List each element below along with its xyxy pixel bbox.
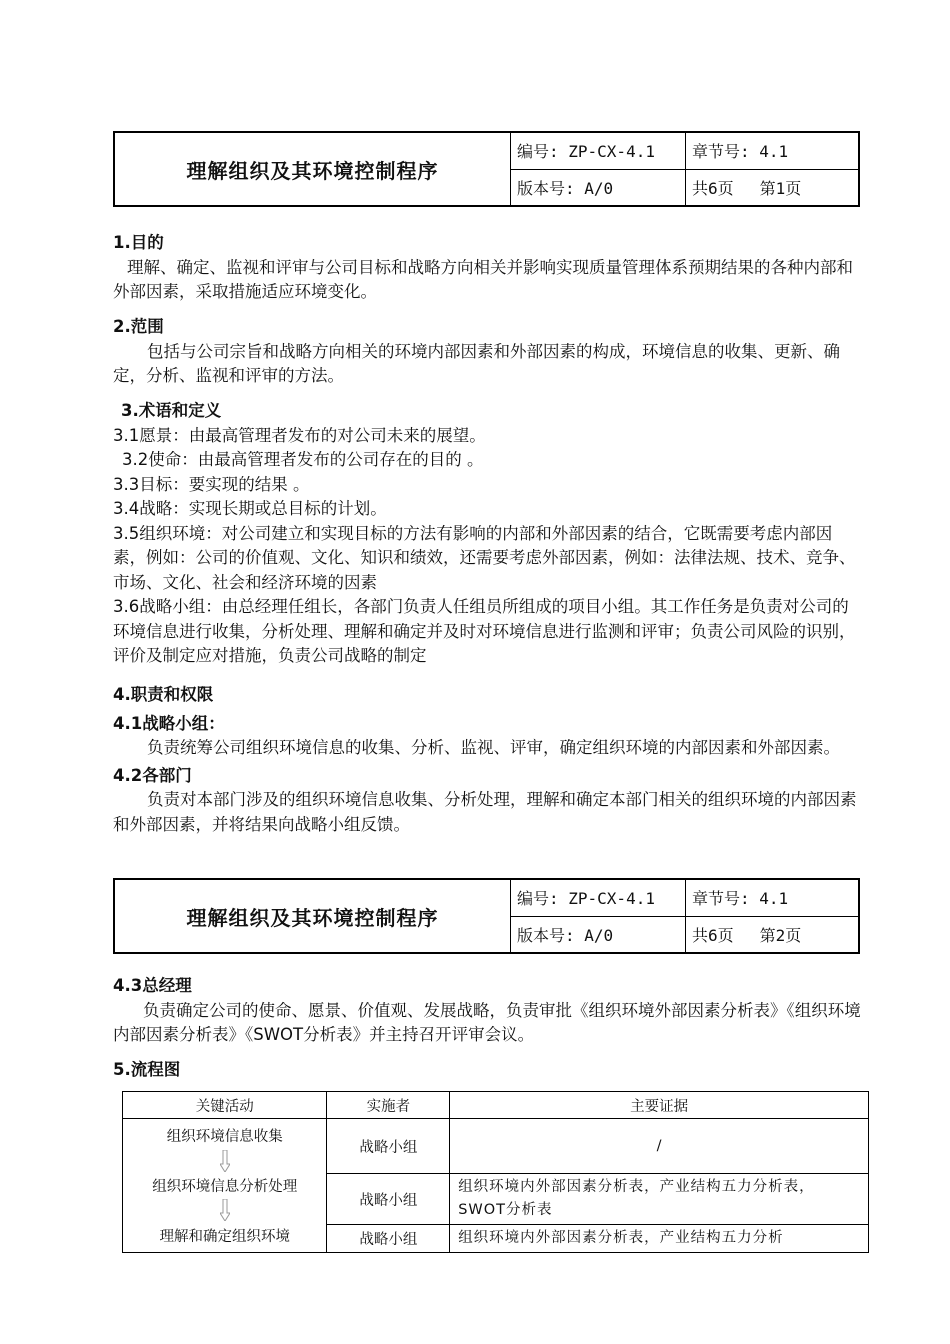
doc-page-info [686,917,860,954]
definition-item: 3.1愿景：由最高管理者发布的对公司未来的展望。 [113,425,486,445]
activity-step: 组织环境信息分析处理 [152,1179,298,1195]
doc-version: 版本号: A/0 [511,917,686,954]
section-purpose [113,231,863,305]
paragraph: 理解、确定、监视和评审与公司目标和战略方向相关并影响实现质量管理体系预期结果的各种内部和外部因素，采取措施适应环境变化。 [113,257,853,301]
total-pages: 共6页 [692,926,734,945]
subsection-heading: 4.2各部门 [113,765,192,785]
flowchart-table [122,1091,869,1253]
definition-item: 3.5组织环境：对公司建立和实现目标的方法有影响的内部和外部因素的结合，它既需要考虑内部因素，例如：公司的价值观、文化、知识和绩效，还需要考虑外部因素，例如：法律法规、技术、竞争、市场、文化、社会和经济环境的因素 [113,523,856,592]
section-general-manager [113,974,863,1048]
doc-title: 理解组织及其环境控制程序 [115,880,511,952]
section-scope [113,315,863,389]
doc-version: 版本号: A/0 [511,170,686,207]
flow-arrow-icon [220,1199,230,1221]
doc-header-page1 [113,131,860,207]
section-heading: 5.流程图 [113,1060,181,1079]
total-pages: 共6页 [692,179,734,198]
page-number: 第2页 [759,926,802,945]
table-row [123,1119,869,1174]
subsection-heading: 4.1战略小组： [113,713,225,733]
section-flowchart [113,1058,863,1083]
page-number: 第1页 [759,179,802,198]
table-header-row [123,1092,869,1119]
column-header: 主要证据 [450,1092,869,1119]
column-header: 关键活动 [123,1092,327,1119]
doc-code: 编号: ZP-CX-4.1 [511,880,686,917]
doc-code: 编号: ZP-CX-4.1 [511,133,686,170]
actor-cell: 战略小组 [327,1174,450,1225]
paragraph: 负责确定公司的使命、愿景、价值观、发展战略，负责审批《组织环境外部因素分析表》《组织环境内部因素分析表》《SWOT分析表》并主持召开评审会议。 [113,1000,861,1044]
doc-section: 章节号: 4.1 [686,880,860,917]
activity-flow-cell [123,1119,327,1253]
section-terms [113,399,863,669]
section-responsibilities [113,683,863,837]
paragraph: 负责对本部门涉及的组织环境信息收集、分析处理，理解和确定本部门相关的组织环境的内部因素和外部因素，并将结果向战略小组反馈。 [113,790,857,834]
section-heading: 2.范围 [113,317,164,336]
column-header: 实施者 [327,1092,450,1119]
paragraph: 负责统筹公司组织环境信息的收集、分析、监视、评审，确定组织环境的内部因素和外部因素。 [147,738,840,757]
evidence-cell: / [450,1119,869,1174]
subsection-heading: 4.3总经理 [113,976,192,995]
flow-arrow-icon [220,1150,230,1172]
doc-title: 理解组织及其环境控制程序 [115,133,511,205]
definition-item: 3.4战略：实现长期或总目标的计划。 [113,499,387,518]
activity-step: 组织环境信息收集 [166,1129,283,1145]
evidence-cell: 组织环境内外部因素分析表，产业结构五力分析表，SWOT分析表 [450,1174,869,1225]
paragraph: 包括与公司宗旨和战略方向相关的环境内部因素和外部因素的构成，环境信息的收集、更新、确定，分析、监视和评审的方法。 [113,341,840,385]
definition-item: 3.2使命：由最高管理者发布的公司存在的目的 。 [122,450,484,469]
doc-header-page2 [113,878,860,954]
evidence-cell: 组织环境内外部因素分析表，产业结构五力分析 [450,1225,869,1253]
section-heading: 3.术语和定义 [121,401,222,420]
definition-item: 3.6战略小组：由总经理任组长，各部门负责人任组员所组成的项目小组。其工作任务是负责对公司的环境信息进行收集，分析处理、理解和确定并及时对环境信息进行监测和评审；负责公司风险的识别，评价及制定应对措施，负责公司战略的制定 [113,597,856,665]
definition-item: 3.3目标：要实现的结果 。 [113,474,310,494]
section-heading: 4.职责和权限 [113,685,214,704]
section-heading: 1.目的 [113,233,164,252]
doc-section: 章节号: 4.1 [686,133,860,170]
doc-page-info [686,170,860,207]
actor-cell: 战略小组 [327,1225,450,1253]
actor-cell: 战略小组 [327,1119,450,1174]
activity-step: 理解和确定组织环境 [159,1229,290,1245]
